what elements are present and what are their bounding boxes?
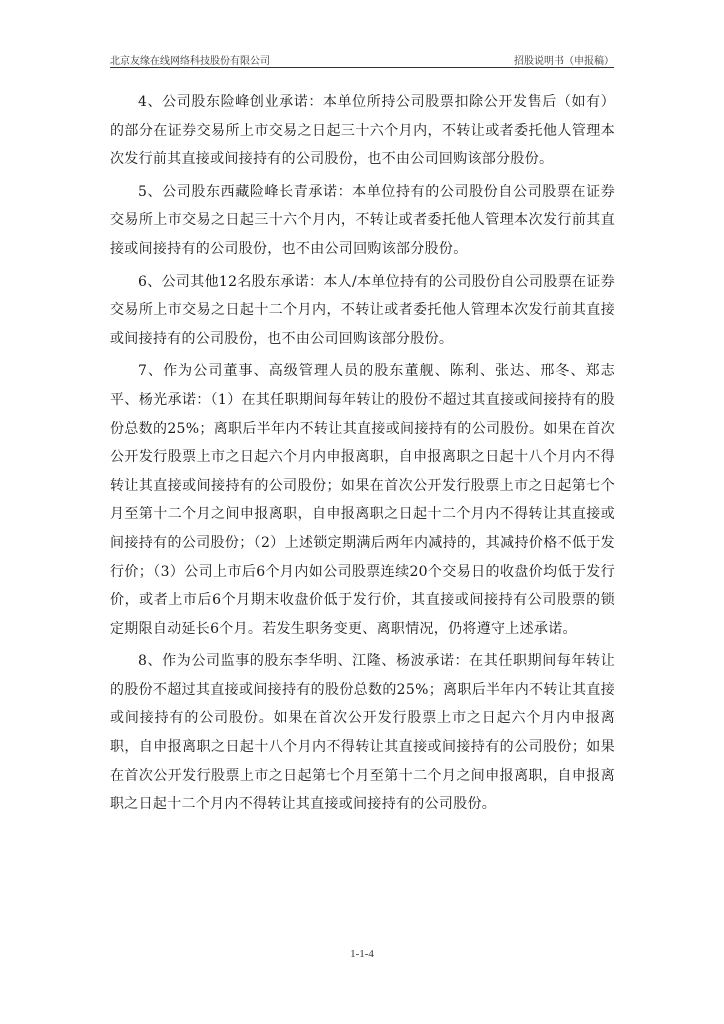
commitment-paragraph-7: 7、作为公司董事、高级管理人员的股东董舰、陈利、张达、邢冬、郑志平、杨光承诺：（1）在其任职期间每年转让的股份不超过其直接或间接持有的股份总数的25%；离职后半年内不转让其直接或间接持有的公司股份。如果在首次公开发行股票上市之日起六个月内申报离职，自申报离职之日起十八个月内不得转让其直接或间接持有的公司股份；如果在首次公开发行股票上市之日起第七个月至第十二个月之间申报离职，自申报离职之日起十二个月内不得转让其直接或间接持有的公司股份；（2）上述锁定期满后两年内减持的，其减持价格不低于发行价；（3）公司上市后6个月内如公司股票连续20个交易日的收盘价均低于发行价，或者上市后6个月期末收盘价低于发行价，其直接或间接持有公司股票的锁定期限自动延长6个月。若发生职务变更、离职情况，仍将遵守上述承诺。 [110,363,615,637]
header-company-name: 北京友缘在线网络科技股份有限公司 [110,56,270,67]
commitment-paragraph-4: 4、公司股东险峰创业承诺：本单位所持公司股票扣除公开发售后（如有）的部分在证券交易所上市交易之日起三十六个月内，不转让或者委托他人管理本次发行前其直接或间接持有的公司股份，也不由公司回购该部分股份。 [110,94,615,168]
header-divider [110,67,614,68]
commitment-paragraph-5: 5、公司股东西藏险峰长青承诺：本单位持有的公司股份自公司股票在证券交易所上市交易之日起三十六个月内，不转让或者委托他人管理本次发行前其直接或间接持有的公司股份，也不由公司回购该部分股份。 [110,183,615,257]
commitment-paragraph-6: 6、公司其他12名股东承诺：本人/本单位持有的公司股份自公司股票在证券交易所上市交易之日起十二个月内，不转让或者委托他人管理本次发行前其直接或间接持有的公司股份，也不由公司回购该部分股份。 [110,273,615,347]
page-header [110,50,614,68]
document-body [110,88,615,823]
commitment-paragraph-8: 8、作为公司监事的股东李华明、江隆、杨波承诺：在其任职期间每年转让的股份不超过其直接或间接持有的股份总数的25%；离职后半年内不转让其直接或间接持有的公司股份。如果在首次公开发行股票上市之日起六个月内申报离职，自申报离职之日起十八个月内不得转让其直接或间接持有的公司股份；如果在首次公开发行股票上市之日起第七个月至第十二个月之间申报离职，自申报离职之日起十二个月内不得转让其直接或间接持有的公司股份。 [110,653,615,813]
page-number: 1-1-4 [350,948,374,960]
header-document-type: 招股说明书（申报稿） [514,56,614,67]
